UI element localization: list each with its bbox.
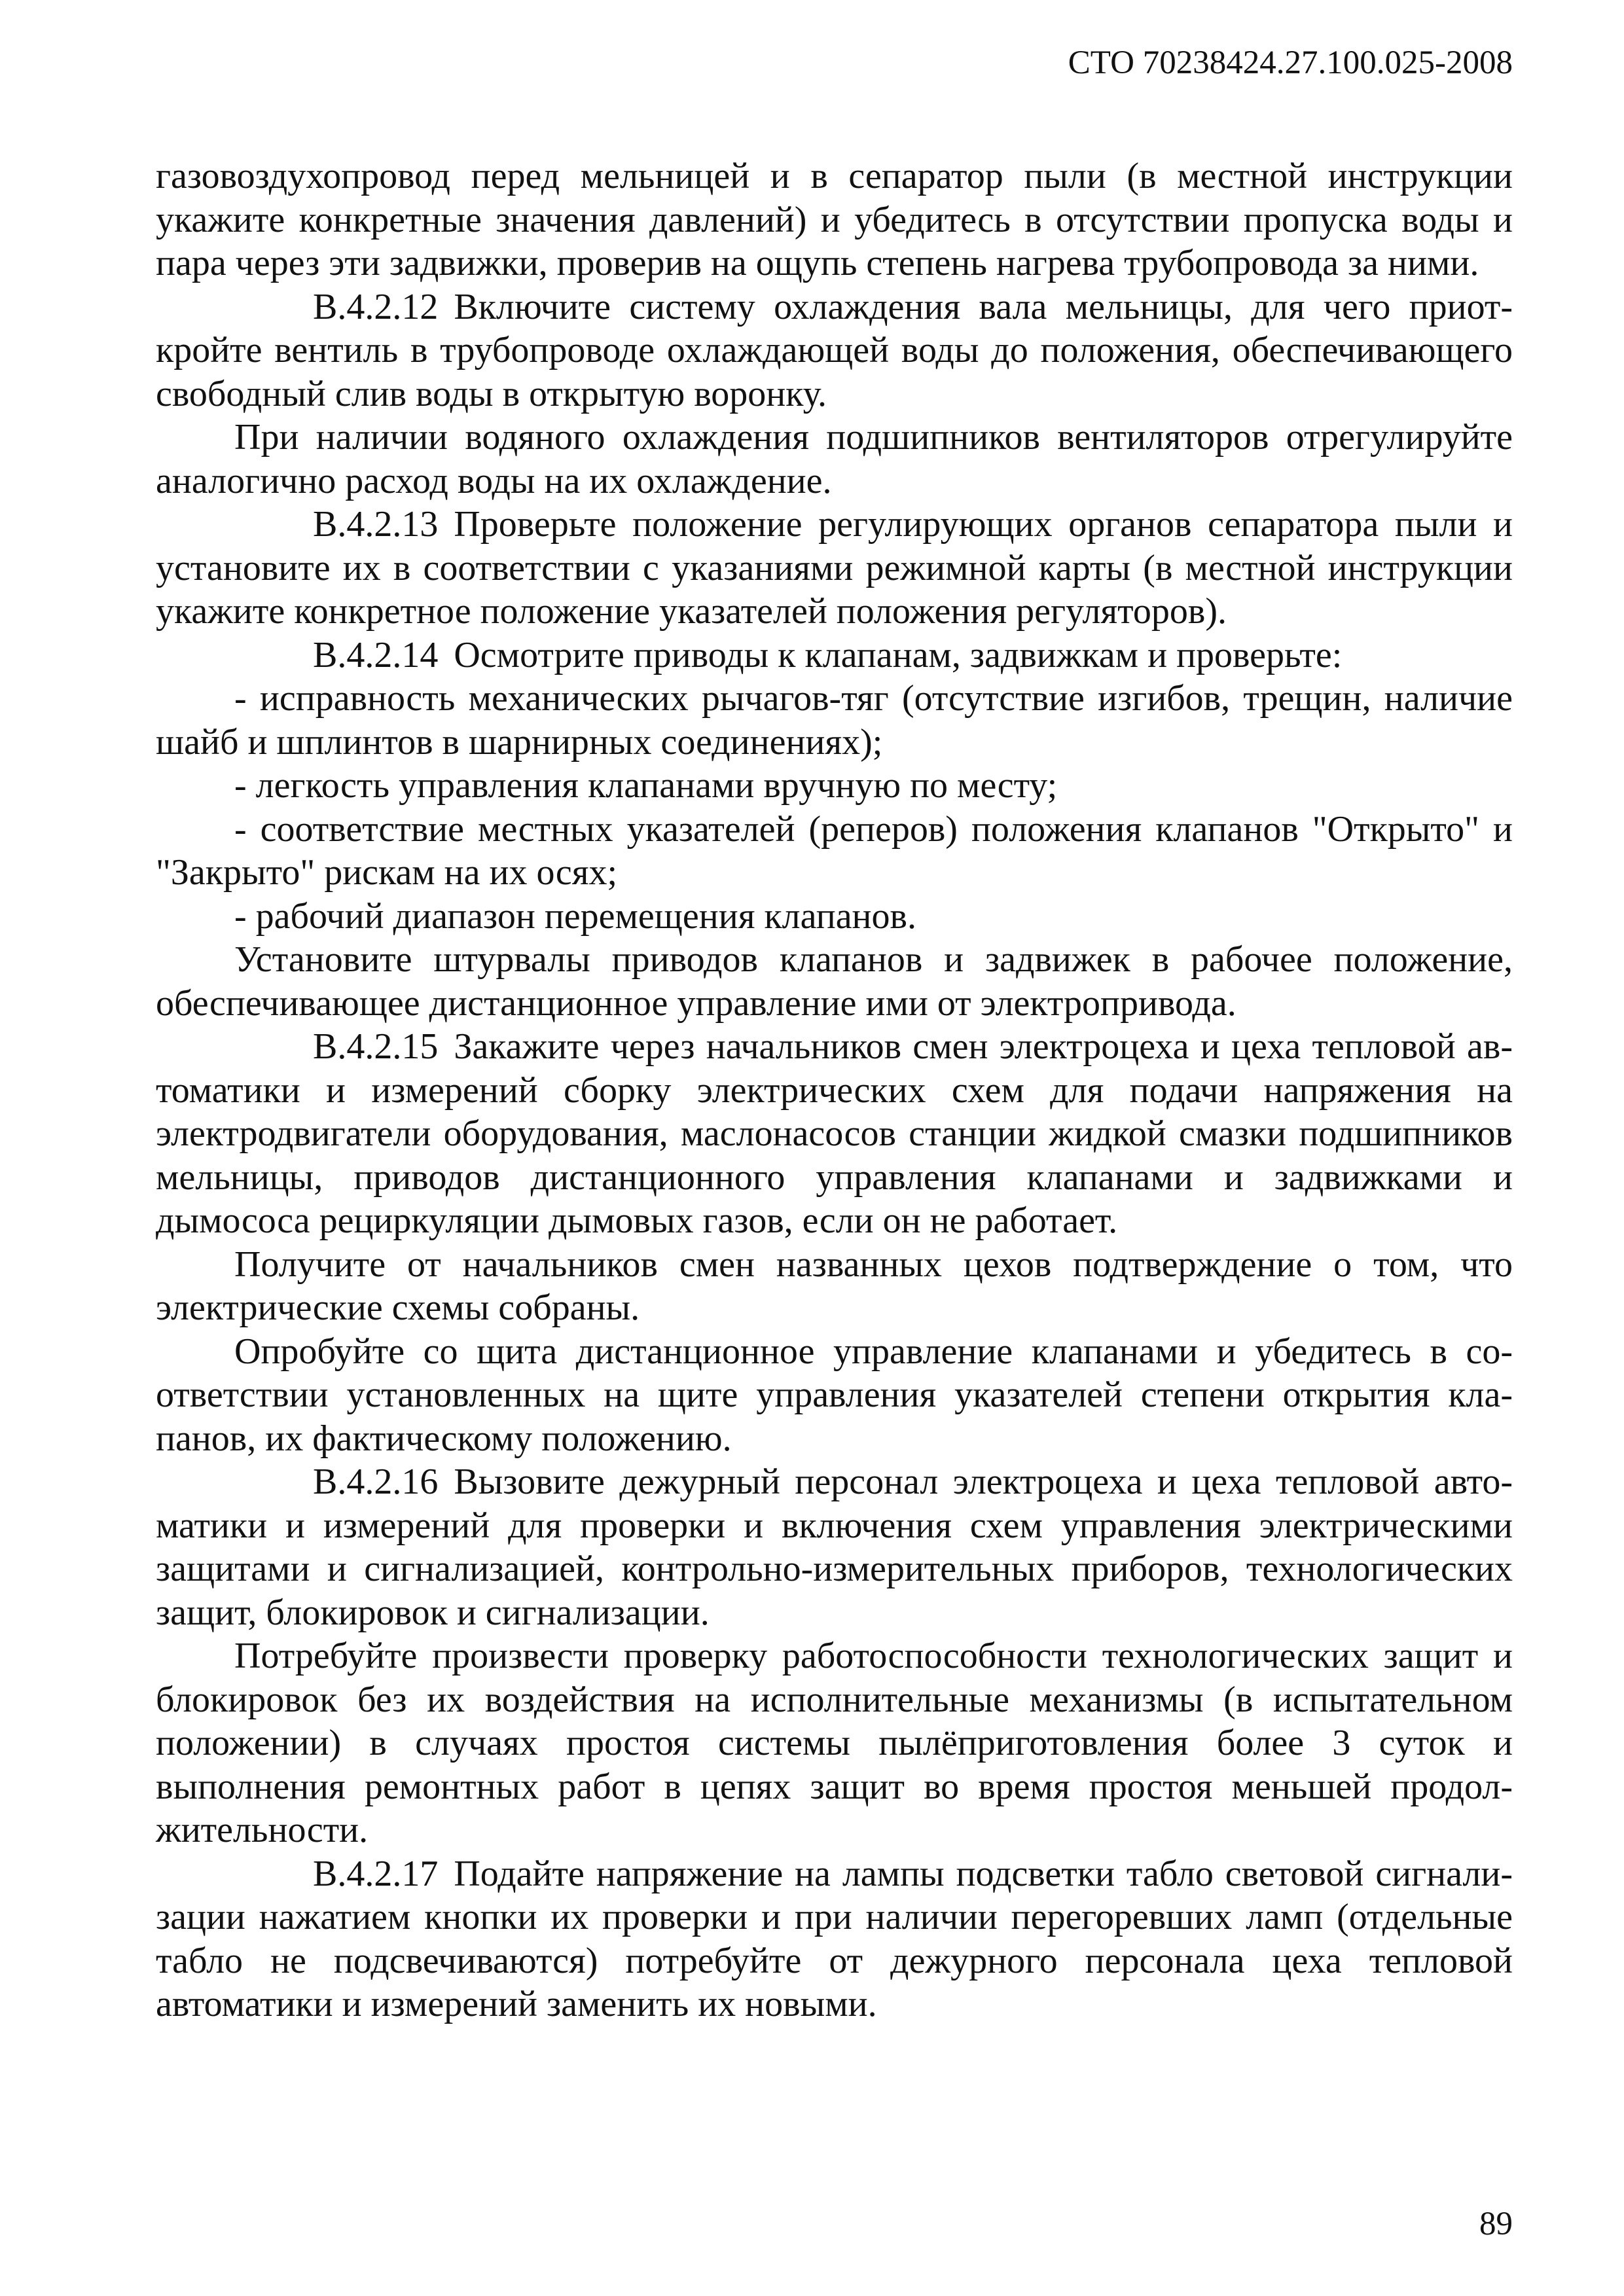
list-item-text: - рабочий диапазон перемещения клапанов. <box>234 895 916 937</box>
paragraph-b-4-2-14 <box>156 634 1513 677</box>
paragraph-text: газовоздухопровод перед мельницей и в сепаратор пыли (в местной инструкции укажите конкретные значения давлений) и убедитесь в отсутствии пропуска воды и пара через эти задвижки, проверив на ощупь степень нагрева трубопровода за ними. <box>156 156 1513 283</box>
list-item <box>156 677 1513 764</box>
clause-number: В.4.2.12 <box>313 286 439 327</box>
document-code-header: СТО 70238424.27.100.025-2008 <box>1068 45 1513 81</box>
paragraph-text: Осмотрите приводы к клапанам, задвижкам и проверьте: <box>454 634 1343 675</box>
paragraph-confirmation <box>156 1243 1513 1330</box>
paragraph-text: Потребуйте произвести проверку работоспособности технологических защит и блокировок без их воздействия на исполнительные механизмы (в испытательном положении) в случаях простоя системы пылёприготовления более 3 суток и выполнения ремонтных работ в цепях защит во время простоя меньшей продолжительности. <box>156 1636 1513 1850</box>
paragraph-b-4-2-12 <box>156 285 1513 416</box>
clause-number: В.4.2.17 <box>313 1853 439 1894</box>
paragraph-b-4-2-13 <box>156 503 1513 634</box>
list-item-text: - исправность механических рычагов-тяг (отсутствие изгибов, трещин, наличие шайб и шплинтов в шарнирных соединениях); <box>156 678 1513 762</box>
paragraph-continuation <box>156 154 1513 285</box>
paragraph-text: Вызовите дежурный персонал электроцеха и цеха тепловой автоматики и измерений для проверки и включения схем управления электрическими защитами и сигнализацией, контрольно-измерительных приборов, технологических защит, блокировок и сигнализации. <box>156 1462 1513 1633</box>
clause-number: В.4.2.13 <box>313 504 439 545</box>
list-item-text: - соответствие местных указателей (реперов) положения клапанов "Открыто" и "Закрыто" рискам на их осях; <box>156 808 1513 893</box>
paragraph-handwheels <box>156 938 1513 1025</box>
paragraph-b-4-2-15 <box>156 1025 1513 1243</box>
paragraph-text: Получите от начальников смен названных цехов подтверждение о том, что электрические схемы собраны. <box>156 1244 1513 1328</box>
paragraph-text: Установите штурвалы приводов клапанов и задвижек в рабочее положение, обеспечивающее дистанционное управление ими от электропривода. <box>156 939 1513 1024</box>
paragraph-fan-bearing-cooling <box>156 416 1513 503</box>
list-item <box>156 764 1513 808</box>
paragraph-text: Включите систему охлаждения вала мельницы, для чего приоткройте вентиль в трубопроводе охлаждающей воды до положения, обеспечивающего свободный слив воды в открытую воронку. <box>156 286 1513 414</box>
list-item <box>156 808 1513 895</box>
clause-number: В.4.2.16 <box>313 1462 439 1502</box>
document-body <box>156 154 1513 2026</box>
clause-number: В.4.2.15 <box>313 1026 439 1067</box>
paragraph-b-4-2-17 <box>156 1852 1513 2026</box>
list-item <box>156 895 1513 939</box>
paragraph-text: При наличии водяного охлаждения подшипников вентиляторов отрегулируйте аналогично расход воды на их охлаждение. <box>156 417 1513 501</box>
page-number: 89 <box>1479 2206 1513 2242</box>
paragraph-text: Проверьте положение регулирующих органов сепаратора пыли и установите их в соответствии с указаниями режимной карты (в местной инструкции укажите конкретное положение указателей положения регуляторов). <box>156 504 1513 632</box>
paragraph-remote-control-test <box>156 1330 1513 1461</box>
paragraph-protection-check <box>156 1634 1513 1852</box>
paragraph-b-4-2-16 <box>156 1460 1513 1634</box>
clause-number: В.4.2.14 <box>313 634 439 675</box>
paragraph-text: Подайте напряжение на лампы подсветки табло световой сигнализации нажатием кнопки их проверки и при наличии перегоревших ламп (отдельные табло не подсвечиваются) потребуйте от дежурного персонала цеха тепловой автоматики и измерений заменить их новыми. <box>156 1853 1513 2024</box>
paragraph-text: Закажите через начальников смен электроцеха и цеха тепловой автоматики и измерений сборку электрических схем для подачи напряжения на электродвигатели оборудования, маслонасосов станции жидкой смазки подшипников мельницы, приводов дистанционного управления клапанами и задвижками и дымососа рециркуляции дымовых газов, если он не работает. <box>156 1026 1513 1241</box>
paragraph-text: Опробуйте со щита дистанционное управление клапанами и убедитесь в соответствии установленных на щите управления указателей степени открытия клапанов, их фактическому положению. <box>156 1331 1513 1459</box>
list-item-text: - легкость управления клапанами вручную по месту; <box>234 765 1058 806</box>
